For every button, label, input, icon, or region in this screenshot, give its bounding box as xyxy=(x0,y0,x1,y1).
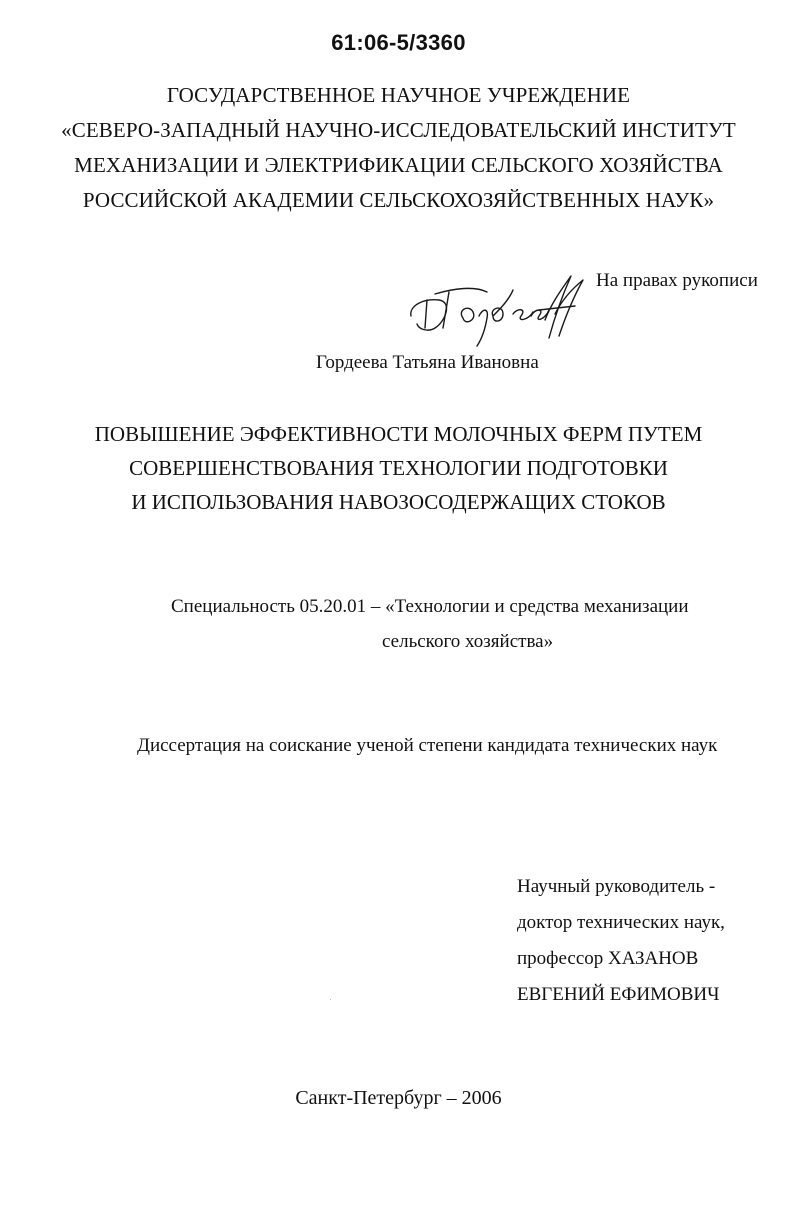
title-line: ПОВЫШЕНИЕ ЭФФЕКТИВНОСТИ МОЛОЧНЫХ ФЕРМ ПУТЕМ xyxy=(94,422,703,446)
specialty-line: сельского хозяйства» xyxy=(382,631,554,652)
specialty-line: Специальность 05.20.01 – «Технологии и средства механизации xyxy=(171,596,689,617)
institution-line: РОССИЙСКОЙ АКАДЕМИИ СЕЛЬСКОХОЗЯЙСТВЕННЫХ НАУК» xyxy=(82,188,715,212)
dissertation-statement: Диссертация на соискание ученой степени кандидата технических наук xyxy=(137,735,718,756)
supervisor-line: Научный руководитель - xyxy=(517,876,716,897)
catalog-number: 61:06-5/3360 xyxy=(331,30,466,55)
title-line: СОВЕРШЕНСТВОВАНИЯ ТЕХНОЛОГИИ ПОДГОТОВКИ xyxy=(129,456,668,480)
supervisor-line: доктор технических наук, xyxy=(517,912,725,933)
manuscript-rights: На правах рукописи xyxy=(596,270,758,291)
institution-line: «СЕВЕРО-ЗАПАДНЫЙ НАУЧНО-ИССЛЕДОВАТЕЛЬСКИЙ ИНСТИТУТ xyxy=(61,118,736,142)
supervisor-line: профессор ХАЗАНОВ xyxy=(517,948,699,969)
scan-speck xyxy=(330,999,331,1000)
signature-icon xyxy=(405,270,590,350)
author-name: Гордеева Татьяна Ивановна xyxy=(316,352,539,373)
title-line: И ИСПОЛЬЗОВАНИЯ НАВОЗОСОДЕРЖАЩИХ СТОКОВ xyxy=(131,490,666,514)
supervisor-line: ЕВГЕНИЙ ЕФИМОВИЧ xyxy=(517,984,720,1005)
institution-line: МЕХАНИЗАЦИИ И ЭЛЕКТРИФИКАЦИИ СЕЛЬСКОГО ХОЗЯЙСТВА xyxy=(74,153,723,177)
institution-line: ГОСУДАРСТВЕННОЕ НАУЧНОЕ УЧРЕЖДЕНИЕ xyxy=(166,83,631,107)
city-year: Санкт-Петербург – 2006 xyxy=(295,1087,502,1109)
